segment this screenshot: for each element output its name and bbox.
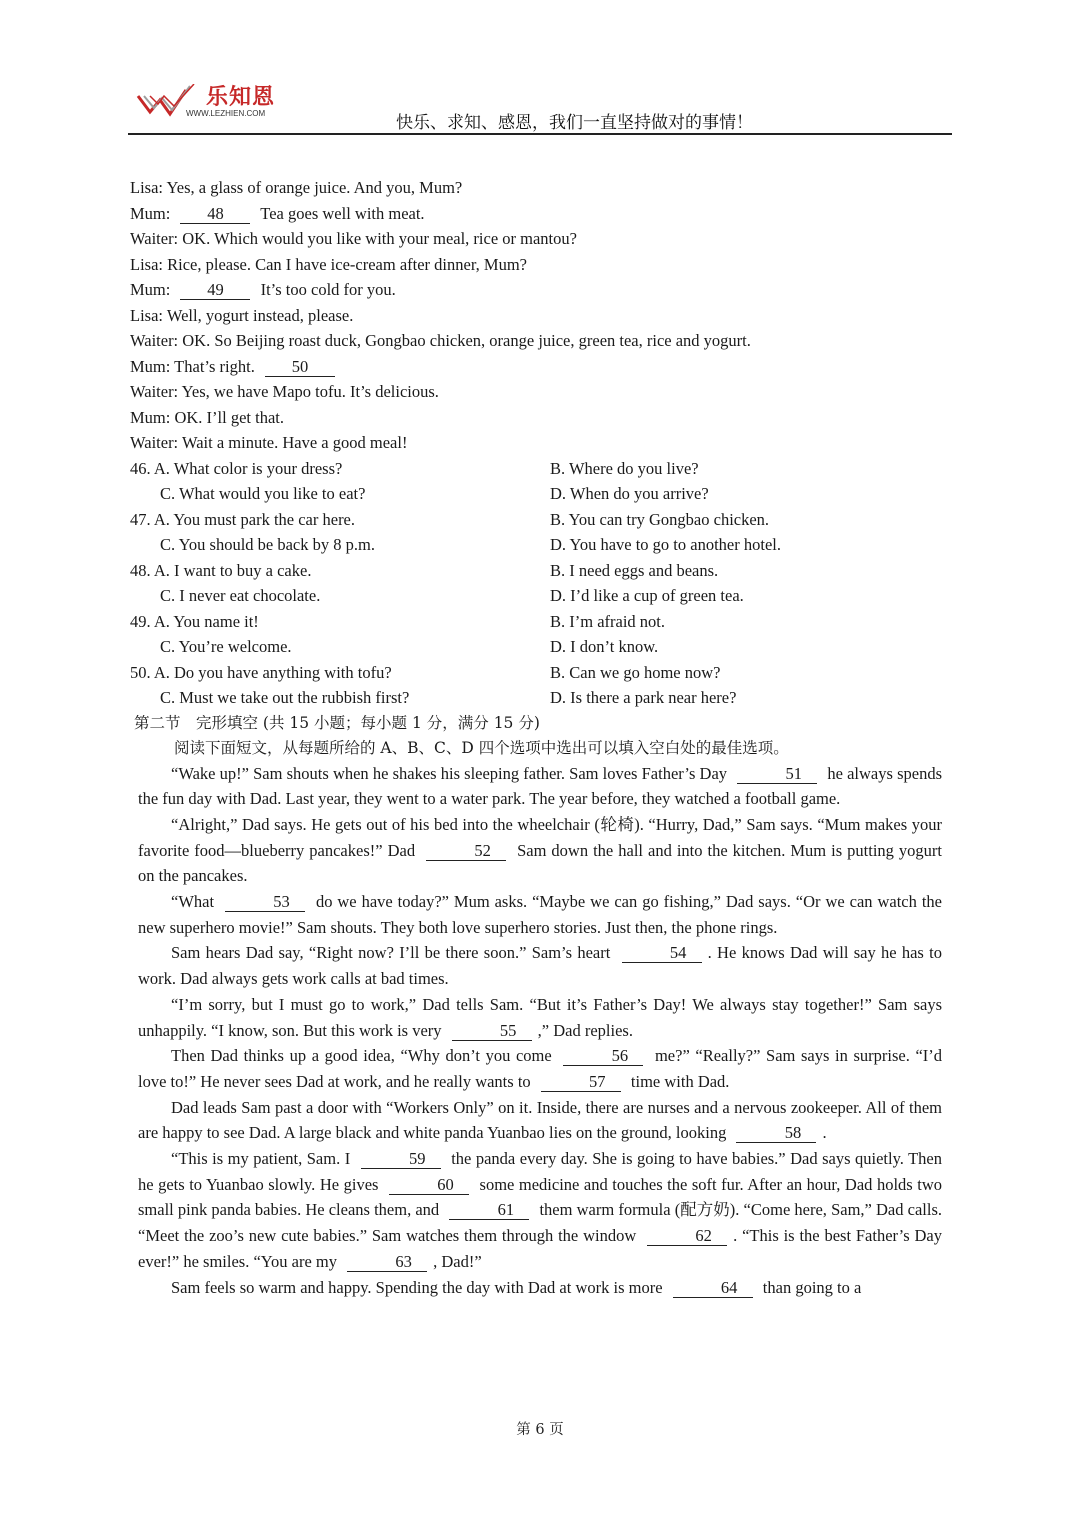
cloze-blank: 61	[449, 1201, 529, 1220]
passage-text: “Wake up!” Sam shouts when he shakes his sleeping father. Sam loves Father’s Day	[171, 763, 732, 783]
dialogue-text: Mum:	[130, 203, 175, 223]
option-row	[130, 609, 942, 635]
passage-text: . “This is the best Father’s Day ever!” he smiles. “You are my	[138, 1226, 942, 1271]
brand-name: 乐知恩	[206, 85, 276, 110]
dialogue-text: Mum: That’s right.	[130, 356, 259, 376]
option-d: D. Is there a park near here?	[550, 688, 737, 707]
cloze-blank: 64	[673, 1279, 753, 1298]
dialogue-line	[130, 201, 942, 227]
passage-text: .	[822, 1123, 827, 1143]
dialogue-text: Waiter: Yes, we have Mapo tofu. It’s delicious.	[130, 382, 439, 401]
passage-paragraph	[130, 940, 942, 991]
passage-text: Then Dad thinks up a good idea, “Why don’t you come	[171, 1046, 558, 1066]
cloze-blank: 52	[426, 842, 506, 861]
option-row	[130, 481, 942, 507]
option-d: D. You have to go to another hotel.	[550, 535, 781, 554]
section-heading: 第二节 完形填空 (共 15 小题；每小题 1 分，满分 15 分)	[134, 713, 540, 732]
dialogue-line	[130, 379, 942, 405]
option-d: D. I don’t know.	[550, 637, 659, 656]
passage-text: Sam down the hall and into the kitchen. Mum is putting yogurt on the pancakes.	[138, 840, 942, 886]
option-row	[130, 532, 942, 558]
passage-text: , Dad!”	[433, 1251, 482, 1271]
option-b: B. Where do you live?	[550, 458, 699, 478]
passage-paragraph	[130, 889, 942, 940]
passage-text: me?” “Really?” Sam says in surprise. “I’d love to!” He never sees Dad at work, and he really wants to	[138, 1046, 943, 1091]
passage-paragraph	[130, 992, 942, 1043]
cloze-blank: 56	[563, 1047, 643, 1066]
option-c: C. Must we take out the rubbish first?	[160, 688, 410, 707]
dialogue-line	[130, 226, 942, 252]
passage-text: than going to a	[758, 1277, 862, 1297]
option-row	[130, 507, 942, 533]
passage-text: some medicine and touches the soft fur. After an hour, Dad holds two small pink panda babies. He cleans them, and	[138, 1174, 942, 1220]
brand-url: WWW.LEZHIEN.COM	[186, 109, 266, 118]
dialogue-text: Mum: OK. I’ll get that.	[130, 407, 284, 427]
cloze-blank: 59	[361, 1150, 441, 1169]
option-a: 46. A. What color is your dress?	[130, 458, 343, 478]
cloze-blank: 60	[389, 1176, 469, 1195]
dialogue-line	[130, 175, 942, 201]
option-c: C. You should be back by 8 p.m.	[160, 535, 375, 554]
cloze-blank: 63	[347, 1253, 427, 1272]
passage-text: the panda every day. She is going to have babies.” Dad says quietly. Then he gets to Yuanbao slowly. He gives	[138, 1149, 942, 1194]
option-a: 48. A. I want to buy a cake.	[130, 560, 312, 580]
option-a: 49. A. You name it!	[130, 611, 259, 631]
option-d: D. When do you arrive?	[550, 484, 709, 503]
option-a: 47. A. You must park the car here.	[130, 509, 356, 529]
section-instruction: 阅读下面短文，从每题所给的 A、B、C、D 四个选项中选出可以填入空白处的最佳选项。	[174, 738, 789, 757]
dialogue-text: It’s too cold for you.	[256, 280, 396, 299]
answer-blank: 50	[265, 358, 335, 377]
passage-paragraph	[130, 1275, 942, 1301]
cloze-blank: 62	[647, 1227, 727, 1246]
option-row	[130, 583, 942, 609]
cloze-blank: 58	[736, 1124, 816, 1143]
passage-text: “I’m sorry, but I must go to work,” Dad tells Sam. “But it’s Father’s Day! We always stay together!” Sam says unhappily. “I know, son. But this work is very	[138, 994, 942, 1040]
passage-paragraph	[130, 761, 942, 812]
option-d: D. I’d like a cup of green tea.	[550, 586, 744, 605]
option-c: C. You’re welcome.	[160, 637, 292, 656]
dialogue-text: Tea goes well with meat.	[256, 203, 425, 223]
dialogue-text: Lisa: Rice, please. Can I have ice-cream after dinner, Mum?	[130, 254, 527, 274]
cloze-blank: 57	[541, 1073, 621, 1092]
passage-paragraph	[130, 812, 942, 889]
passage-text: “Alright,” Dad says. He gets out of his bed into the wheelchair (轮椅). “Hurry, Dad,” Sam says. “Mum makes your favorite food—blueberry pancakes!” Dad	[138, 814, 942, 860]
passage-text: time with Dad.	[626, 1071, 730, 1091]
option-b: B. I need eggs and beans.	[550, 560, 719, 580]
option-b: B. Can we go home now?	[550, 662, 721, 682]
option-b: B. You can try Gongbao chicken.	[550, 509, 770, 529]
option-c: C. What would you like to eat?	[160, 484, 366, 503]
dialogue-line	[130, 277, 942, 303]
passage-paragraph	[130, 1043, 942, 1094]
passage-text: “What	[171, 892, 219, 912]
cloze-passage	[130, 761, 942, 1301]
answer-blank: 49	[180, 281, 250, 300]
option-row	[130, 660, 942, 686]
cloze-blank: 53	[225, 893, 305, 912]
cloze-blank: 54	[622, 944, 702, 963]
dialogue-text: Waiter: OK. Which would you like with your meal, rice or mantou?	[130, 229, 577, 248]
passage-text: . He knows Dad will say he has to work. Dad always gets work calls at bad times.	[138, 943, 942, 989]
option-a: 50. A. Do you have anything with tofu?	[130, 662, 392, 682]
dialogue-line	[130, 303, 942, 329]
option-row	[130, 685, 942, 711]
dialogue-line	[130, 405, 942, 431]
header-slogan: 快乐、求知、感恩，我们一直坚持做对的事情！	[396, 113, 753, 133]
header-divider	[128, 133, 952, 135]
option-row	[130, 558, 942, 584]
dialogue-text: Mum:	[130, 280, 175, 299]
option-c: C. I never eat chocolate.	[160, 586, 321, 605]
dialogue-text: Waiter: OK. So Beijing roast duck, Gongbao chicken, orange juice, green tea, rice and yogurt.	[130, 331, 751, 350]
answer-blank: 48	[180, 205, 250, 224]
option-row	[130, 634, 942, 660]
page-number: 第 6 页	[516, 1422, 564, 1438]
passage-text: them warm formula (配方奶). “Come here, Sam,” Dad calls. “Meet the zoo’s new cute babies.” Sam watches them through the window	[138, 1200, 942, 1246]
passage-text: do we have today?” Mum asks. “Maybe we can go fishing,” Dad says. “Or we can watch the new superhero movie!” Sam shouts. They both love superhero stories. Just then, the phone rings.	[138, 892, 942, 937]
dialogue-text: Waiter: Wait a minute. Have a good meal!	[130, 433, 408, 452]
options-section	[130, 456, 942, 711]
passage-text: he always spends the fun day with Dad. Last year, they went to a water park. The year before, they watched a football game.	[138, 763, 943, 809]
dialogue-line	[130, 252, 942, 278]
exam-content	[130, 175, 942, 1300]
cloze-blank: 55	[452, 1022, 532, 1041]
passage-paragraph	[130, 1095, 942, 1146]
dialogue-line	[130, 430, 942, 456]
dialogue-line	[130, 354, 942, 380]
passage-text: Sam hears Dad say, “Right now? I’ll be there soon.” Sam’s heart	[171, 943, 616, 963]
passage-text: “This is my patient, Sam. I	[171, 1149, 355, 1169]
dialogue-text: Lisa: Yes, a glass of orange juice. And you, Mum?	[130, 178, 463, 197]
passage-text: Sam feels so warm and happy. Spending the day with Dad at work is more	[171, 1277, 667, 1297]
passage-text: Dad leads Sam past a door with “Workers Only” on it. Inside, there are nurses and a nervous zookeeper. All of them are happy to see Dad. A large black and white panda Yuanbao lies on the ground, looking	[138, 1097, 942, 1143]
brand-logo	[136, 78, 296, 124]
passage-text: ,” Dad replies.	[537, 1020, 633, 1040]
cloze-blank: 51	[737, 765, 817, 784]
option-row	[130, 456, 942, 482]
dialogue-section	[130, 175, 942, 456]
passage-paragraph	[130, 1146, 942, 1275]
page-header	[128, 78, 952, 136]
option-b: B. I’m afraid not.	[550, 611, 666, 631]
dialogue-line	[130, 328, 942, 354]
dialogue-text: Lisa: Well, yogurt instead, please.	[130, 305, 354, 325]
